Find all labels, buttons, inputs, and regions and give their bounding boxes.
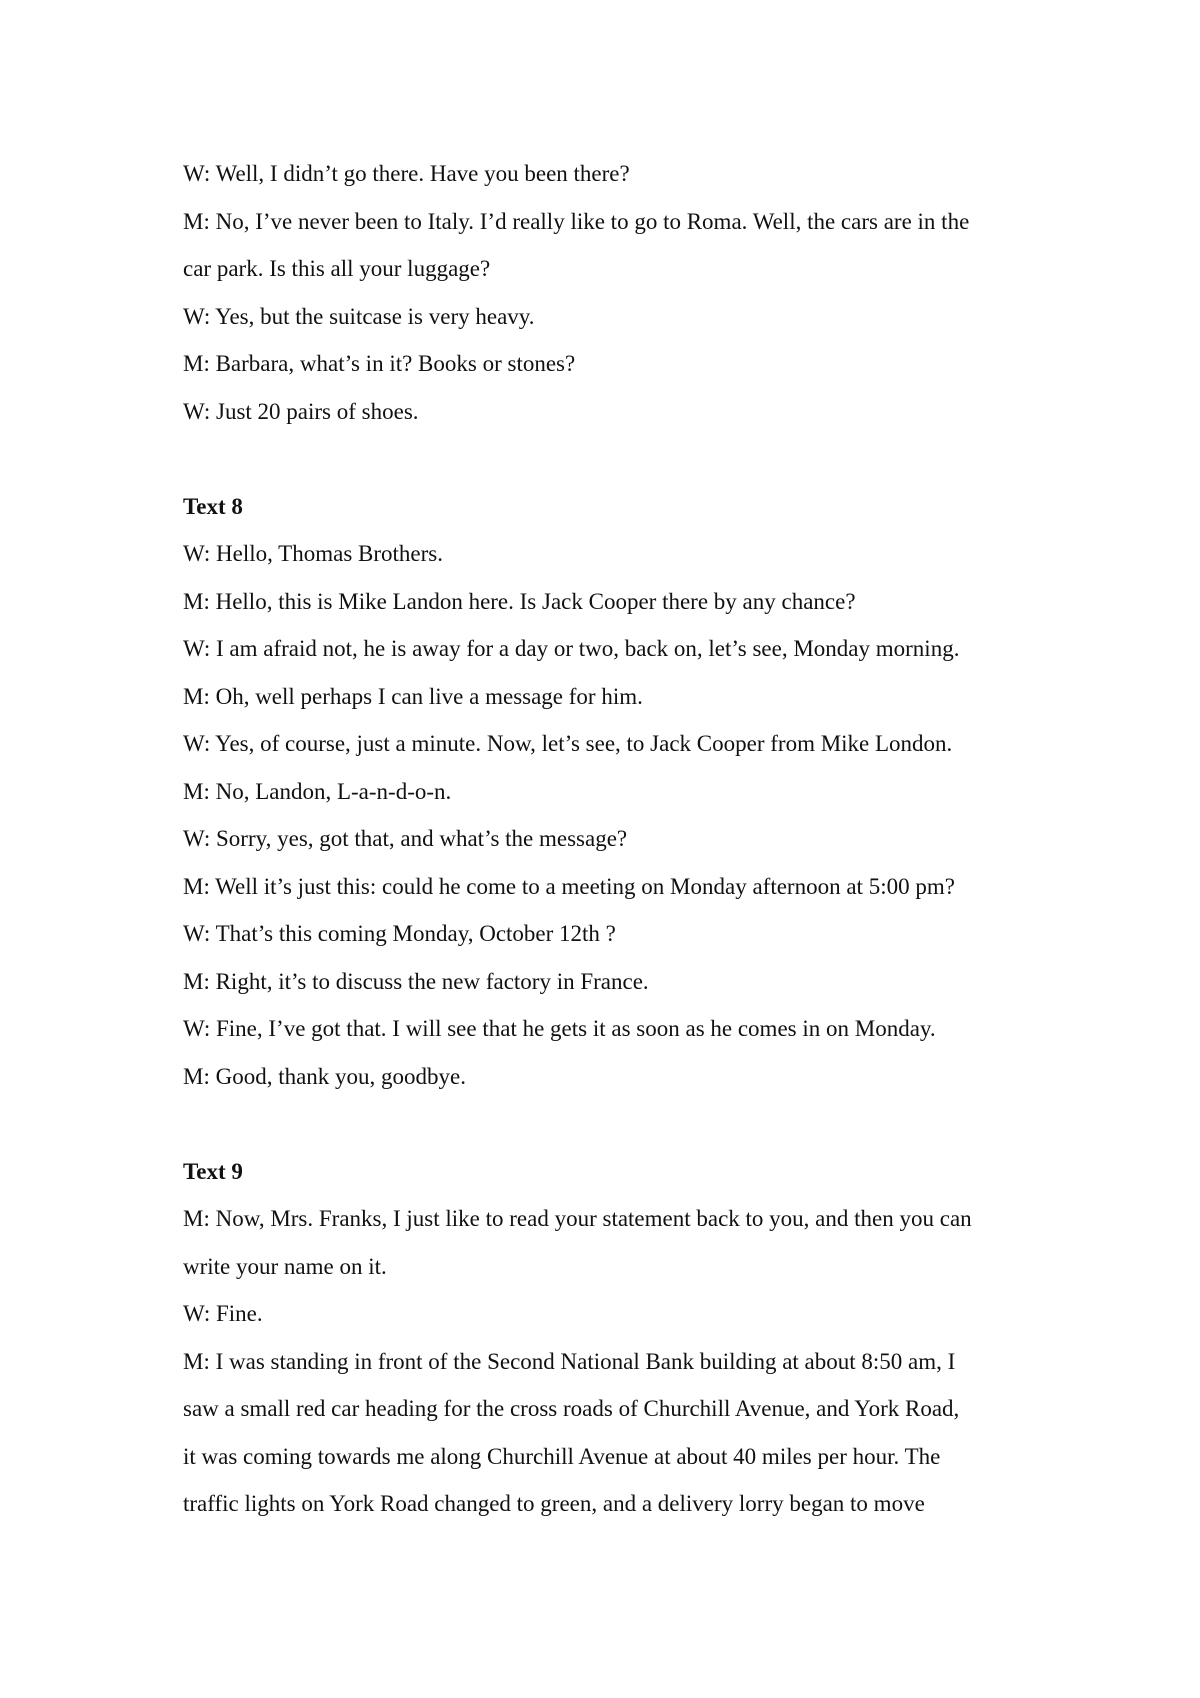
dialogue-line: write your name on it. [183, 1253, 387, 1279]
dialogue-line: W: Well, I didn’t go there. Have you been there? [183, 161, 630, 186]
section-heading-text-9: Text 9 [183, 1158, 243, 1184]
dialogue-line: car park. Is this all your luggage? [183, 256, 491, 281]
document-body [183, 150, 1043, 1528]
dialogue-line: W: Fine. [183, 1301, 263, 1326]
section-spacer [183, 1100, 1043, 1148]
dialogue-line: W: Sorry, yes, got that, and what’s the message? [183, 826, 628, 851]
dialogue-line: M: Hello, this is Mike Landon here. Is Jack Cooper there by any chance? [183, 588, 856, 614]
dialogue-line: W: I am afraid not, he is away for a day or two, back on, let’s see, Monday morning. [183, 636, 960, 661]
dialogue-line: M: I was standing in front of the Second National Bank building at about 8:50 am, I [183, 1348, 956, 1374]
dialogue-line: W: That’s this coming Monday, October 12th ? [183, 921, 616, 946]
dialogue-line: W: Hello, Thomas Brothers. [183, 541, 443, 566]
dialogue-line: W: Just 20 pairs of shoes. [183, 398, 419, 424]
dialogue-line: M: Barbara, what’s in it? Books or stones? [183, 351, 576, 376]
dialogue-line: M: Well it’s just this: could he come to a meeting on Monday afternoon at 5:00 pm? [183, 873, 955, 899]
dialogue-line: W: Yes, of course, just a minute. Now, let’s see, to Jack Cooper from Mike London. [183, 731, 953, 756]
dialogue-line: W: Fine, I’ve got that. I will see that he gets it as soon as he comes in on Monday. [183, 1016, 936, 1041]
dialogue-line: W: Yes, but the suitcase is very heavy. [183, 303, 535, 329]
dialogue-line: saw a small red car heading for the cross roads of Churchill Avenue, and York Road, [183, 1396, 960, 1421]
section-spacer [183, 435, 1043, 483]
dialogue-line: M: No, I’ve never been to Italy. I’d really like to go to Roma. Well, the cars are in the [183, 208, 970, 234]
dialogue-line: M: Oh, well perhaps I can live a message for him. [183, 683, 643, 709]
dialogue-line: it was coming towards me along Churchill Avenue at about 40 miles per hour. The [183, 1443, 941, 1469]
dialogue-line: M: Right, it’s to discuss the new factory in France. [183, 968, 649, 994]
section-heading-text-8: Text 8 [183, 493, 243, 519]
dialogue-line: M: Now, Mrs. Franks, I just like to read your statement back to you, and then you can [183, 1206, 972, 1231]
dialogue-line: traffic lights on York Road changed to green, and a delivery lorry began to move [183, 1491, 925, 1516]
dialogue-line: M: No, Landon, L-a-n-d-o-n. [183, 778, 452, 804]
dialogue-line: M: Good, thank you, goodbye. [183, 1063, 467, 1089]
